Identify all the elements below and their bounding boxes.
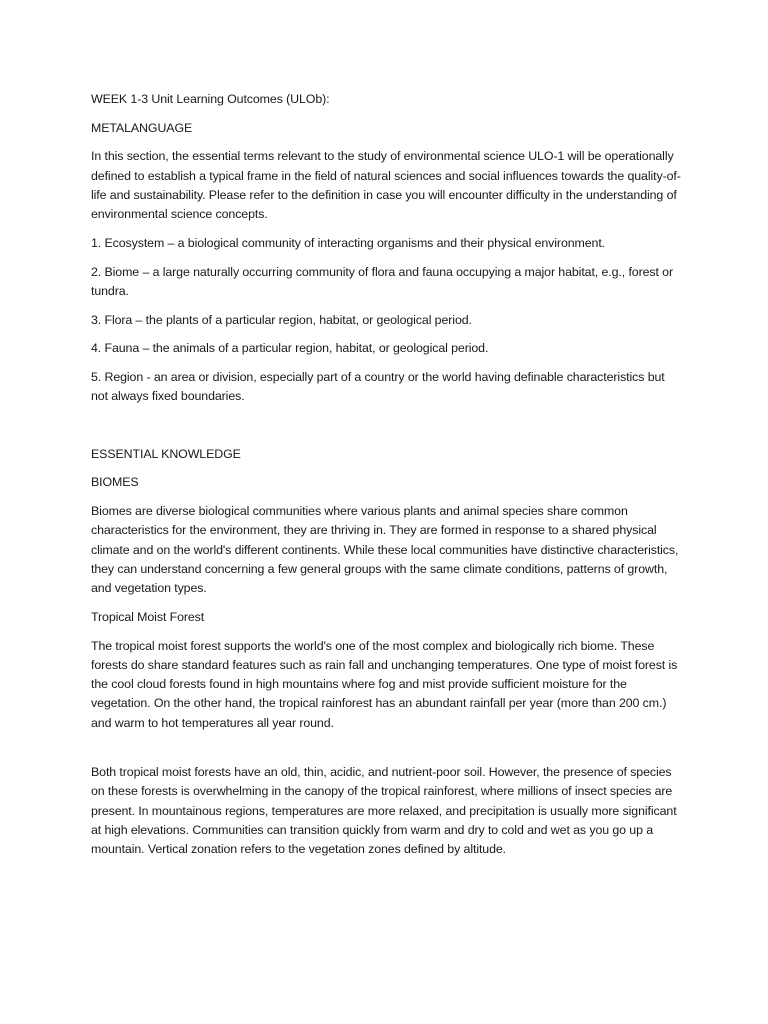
definition-item: 2. Biome – a large naturally occurring community of flora and fauna occupying a major habitat, e.g., forest or tundra. — [91, 264, 673, 298]
tropical-heading: Tropical Moist Forest — [91, 609, 205, 624]
week-heading: WEEK 1-3 Unit Learning Outcomes (ULOb): — [91, 92, 330, 106]
biomes-paragraph: Biomes are diverse biological communities where various plants and animal species share common characteristics for the environment, they are thriving in. They are formed in response to a shared physical climate and on the world's different continents. While these local communities have distinctive characteristics, they can understand concerning a few general groups with the same climate conditions, patterns of growth, and vegetation types. — [91, 503, 679, 596]
definition-item: 4. Fauna – the animals of a particular region, habitat, or geological period. — [91, 341, 489, 356]
biomes-heading: BIOMES — [91, 475, 139, 490]
document-page — [91, 90, 683, 869]
definition-item: 1. Ecosystem – a biological community of interacting organisms and their physical environment. — [91, 235, 606, 250]
metalanguage-heading: METALANGUAGE — [91, 120, 193, 135]
intro-paragraph: In this section, the essential terms relevant to the study of environmental science ULO-1 will be operationally defined to establish a typical frame in the field of natural sciences and social influences towards the quality-of-life and sustainability. Please refer to the definition in case you will encounter difficulty in the understanding of environmental science concepts. — [91, 149, 681, 222]
tropical-paragraph-1: The tropical moist forest supports the world's one of the most complex and biologically rich biome. These forests do share standard features such as rain fall and unchanging temperatures. One type of moist forest is the cool cloud forests found in high mountains where fog and mist provide sufficient moisture for the vegetation. On the other hand, the tropical rainforest has an abundant rainfall per year (more than 200 cm.) and warm to hot temperatures all year round. — [91, 638, 678, 730]
essential-knowledge-heading: ESSENTIAL KNOWLEDGE — [91, 446, 241, 461]
definition-item: 5. Region - an area or division, especially part of a country or the world having definable characteristics but not always fixed boundaries. — [91, 370, 665, 404]
definition-item: 3. Flora – the plants of a particular region, habitat, or geological period. — [91, 312, 472, 327]
tropical-paragraph-2: Both tropical moist forests have an old, thin, acidic, and nutrient-poor soil. However, the presence of species on these forests is overwhelming in the canopy of the tropical rainforest, where millions of insect species are present. In mountainous regions, temperatures are more relaxed, and precipitation is usually more significant at high elevations. Communities can transition quickly from warm and dry to cold and wet as you go up a mountain. Vertical zonation refers to the vegetation zones defined by altitude. — [91, 765, 677, 857]
